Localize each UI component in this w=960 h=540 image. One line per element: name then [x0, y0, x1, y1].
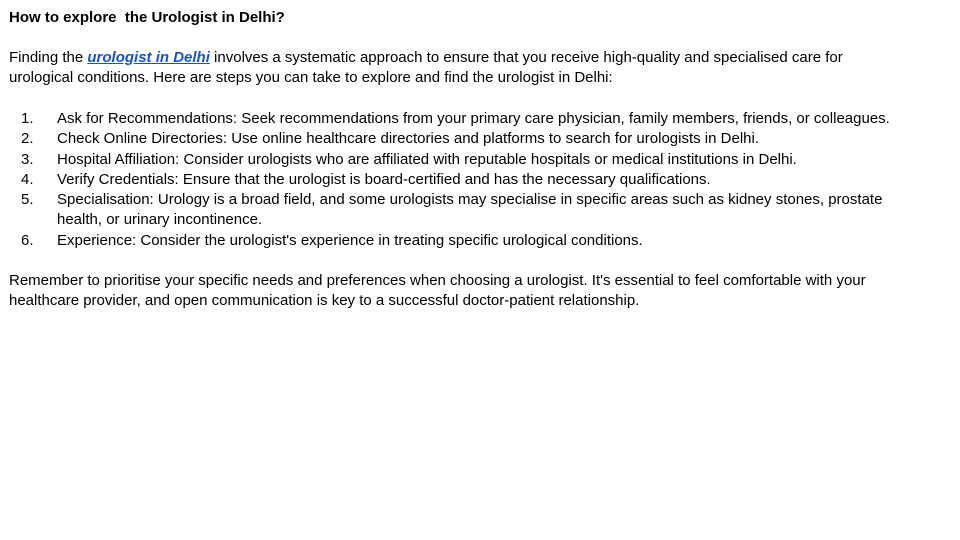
- urologist-in-delhi-link[interactable]: urologist in Delhi: [87, 49, 210, 66]
- step-number: 1.: [21, 110, 34, 127]
- step-text: Experience: Consider the urologist's experience in treating specific urological conditions.: [57, 231, 643, 249]
- intro-paragraph: [9, 48, 909, 89]
- list-item: [9, 231, 909, 251]
- step-text: Check Online Directories: Use online healthcare directories and platforms to search for urologists in Delhi.: [57, 130, 759, 148]
- step-number: 5.: [21, 191, 34, 209]
- closing-paragraph: Remember to prioritise your specific needs and preferences when choosing a urologist. It's essential to feel comfortable with your healthcare provider, and open communication is key to a successful doctor-patient relationship.: [9, 272, 866, 310]
- page-title: How to explore the Urologist in Delhi?: [9, 9, 285, 26]
- list-item: [9, 170, 909, 190]
- intro-text-after-link: involves a systematic approach to ensure that you receive high-quality and specialised care for urological conditions. Here are steps you can take to explore and find the urologist in Delhi:: [9, 49, 843, 87]
- step-text: Verify Credentials: Ensure that the urologist is board-certified and has the necessary qualifications.: [57, 170, 711, 188]
- list-item: [9, 129, 909, 149]
- step-text: Hospital Affiliation: Consider urologists who are affiliated with reputable hospitals or medical institutions in Delhi.: [57, 150, 797, 168]
- step-number: 6.: [21, 231, 34, 249]
- list-item: [9, 109, 909, 129]
- step-number: 2.: [21, 130, 34, 148]
- intro-text-before-link: Finding the: [9, 49, 88, 66]
- step-text: Ask for Recommendations: Seek recommendations from your primary care physician, family members, friends, or colleagues.: [57, 110, 890, 127]
- step-text: Specialisation: Urology is a broad field, and some urologists may specialise in specific areas such as kidney stones, prostate health, or urinary incontinence.: [57, 191, 883, 229]
- step-number: 3.: [21, 150, 34, 168]
- step-number: 4.: [21, 170, 34, 188]
- list-item: [9, 190, 909, 231]
- steps-list: [9, 109, 909, 251]
- list-item: [9, 150, 909, 170]
